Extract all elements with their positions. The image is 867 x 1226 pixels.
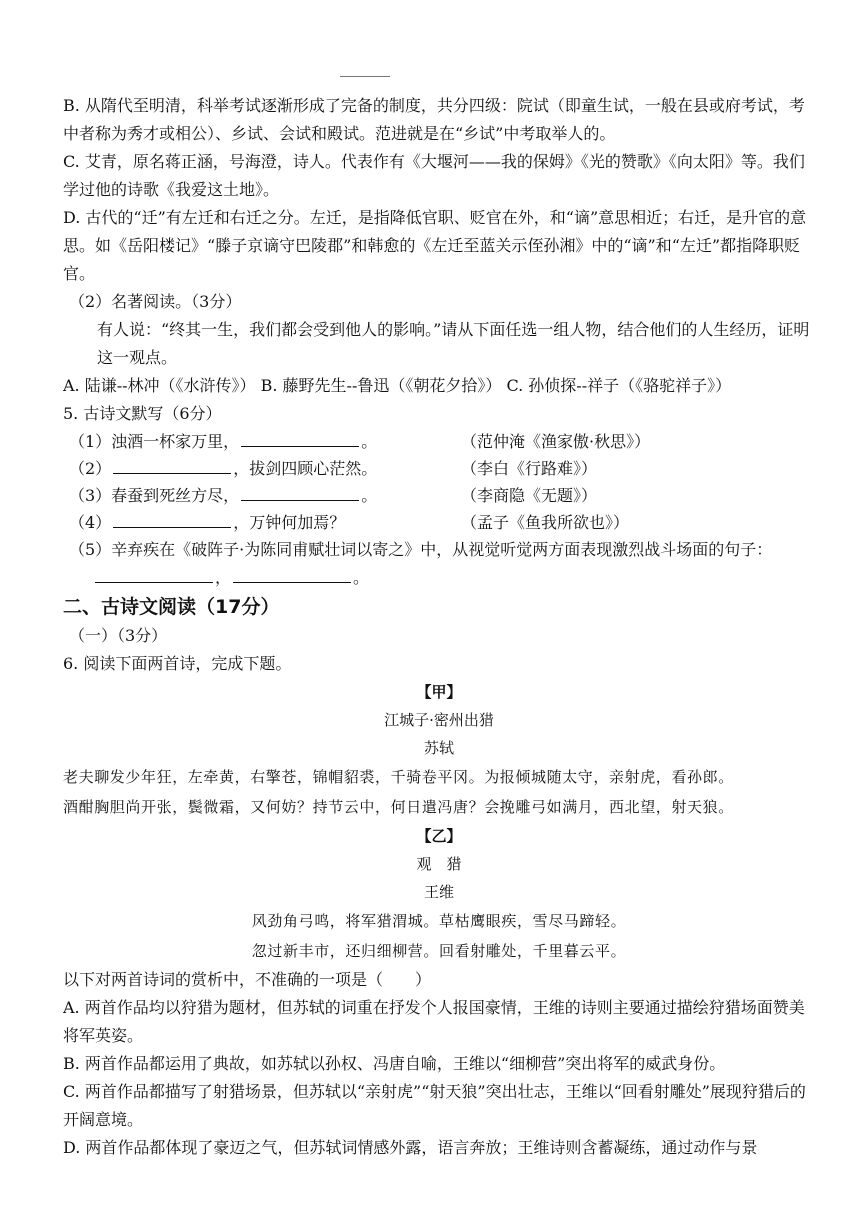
q5-item-post: 。: [361, 486, 378, 505]
poem-a-title: 江城子·密州出猎: [384, 711, 494, 729]
answer-blank[interactable]: [241, 484, 359, 501]
option-d-text: D. 古代的“迁”有左迁和右迁之分。左迁，是指降低官职、贬官在外，和“谪”意思相近；右迁，是升官的意思。如《岳阳楼记》“滕子京谪守巴陵郡”和韩愈的《左迁至蓝关示侄孙湘》中的“谪”和“左迁”都指降职贬官。: [63, 208, 807, 283]
answer-blank[interactable]: [233, 566, 351, 583]
poem-a-line: 酒酣胸胆尚开张，鬓微霜，又何妨？持节云中，何日遣冯唐？会挽雕弓如满月，西北望，射天狼。: [63, 798, 734, 816]
answer-blank[interactable]: [241, 430, 359, 447]
q4-2-prompt: 有人说：“终其一生，我们都会受到他人的影响。”请从下面任选一组人物，结合他们的人生经历，证明这一观点。: [97, 320, 810, 367]
poem-b-title: 观 猎: [416, 855, 462, 873]
scan-mark: [340, 76, 390, 77]
q4-2-title: （2）名著阅读。（3分）: [69, 292, 242, 311]
answer-blank[interactable]: [113, 511, 231, 528]
q5-item-source: （范仲淹《渔家傲·秋思》）: [461, 432, 651, 451]
q5-item-source: （孟子《鱼我所欲也》）: [461, 513, 630, 532]
q5-item-pre: （2）: [69, 459, 112, 478]
poem-b-author: 王维: [423, 883, 454, 901]
poem-b-line: 忽过新丰市，还归细柳营。回看射雕处，千里暮云平。: [251, 942, 627, 960]
q5-item-pre: （3）春蚕到死丝方尽，: [69, 486, 240, 505]
answer-blank[interactable]: [113, 457, 231, 474]
q6-option-d[interactable]: D. 两首作品都体现了豪迈之气，但苏轼词情感外露，语言奔放；王维诗则含蓄凝练，通过动作与景: [63, 1138, 758, 1157]
section-2-title: 二、古诗文阅读（17分）: [63, 596, 280, 618]
q5-item-source: （李商隐《无题》）: [461, 486, 598, 505]
q5-item-5: （5）辛弃疾在《破阵子·为陈同甫赋壮词以寄之》中，从视觉听觉两方面表现激烈战斗场面的句子：: [69, 540, 773, 559]
poem-a-author: 苏轼: [423, 739, 454, 757]
q5-item-5-blanks: [63, 564, 815, 592]
q5-5-separator: ，: [215, 568, 232, 587]
q5-item-2: [63, 455, 815, 482]
poem-b-line: 风劲角弓鸣，将军猎渭城。草枯鹰眼疾，雪尽马蹄轻。: [251, 912, 627, 930]
option-c-text: C. 艾青，原名蒋正涵，号海澄，诗人。代表作有《大堰河——我的保姆》《光的赞歌》《向太阳》等。我们学过他的诗歌《我爱这土地》。: [63, 152, 805, 199]
part-1-label: （一）（3分）: [69, 626, 168, 645]
option-b-text: B. 从隋代至明清，科举考试逐渐形成了完备的制度，共分四级：院试（即童生试，一般在县或府考试，考中者称为秀才或相公）、乡试、会试和殿试。范进就是在“乡试”中考取举人的。: [63, 96, 805, 143]
q6-stem: 以下对两首诗词的赏析中，不准确的一项是（ ）: [63, 970, 432, 989]
q5-item-post: 。: [361, 432, 378, 451]
q5-title: 5. 古诗文默写（6分）: [63, 404, 222, 423]
q6-option-b[interactable]: B. 两首作品都运用了典故，如苏轼以孙权、冯唐自喻，王维以“细柳营”突出将军的威武身份。: [63, 1054, 726, 1073]
q6-option-a[interactable]: A. 两首作品均以狩猎为题材，但苏轼的词重在抒发个人报国豪情，王维的诗则主要通过描绘狩猎场面赞美将军英姿。: [63, 998, 805, 1045]
poem-b-tag: 【乙】: [416, 827, 462, 845]
q5-item-4: [63, 509, 815, 536]
q4-2-options: A. 陆谦--林冲（《水浒传》） B. 藤野先生--鲁迅（《朝花夕拾》） C. 孙侦探--祥子（《骆驼祥子》）: [63, 376, 732, 395]
poem-a-tag: 【甲】: [416, 683, 462, 701]
page-content: [63, 92, 815, 1162]
q5-item-1: [63, 428, 815, 455]
q5-item-3: [63, 482, 815, 509]
q5-item-post: ，万钟何加焉？: [233, 513, 346, 532]
q5-5-end: 。: [353, 568, 370, 587]
poem-a-line: 老夫聊发少年狂，左牵黄，右擎苍，锦帽貂裘，千骑卷平冈。为报倾城随太守，亲射虎，看孙郎。: [63, 768, 734, 786]
q5-item-pre: （4）: [69, 513, 112, 532]
q5-item-source: （李白《行路难》）: [461, 459, 598, 478]
q6-option-c[interactable]: C. 两首作品都描写了射猎场景，但苏轼以“亲射虎”“射天狼”突出壮志，王维以“回看射雕处”展现狩猎后的开阔意境。: [63, 1082, 806, 1129]
q5-item-post: ，拔剑四顾心茫然。: [233, 459, 378, 478]
q6-instruction: 6. 阅读下面两首诗，完成下题。: [63, 654, 292, 673]
q5-item-pre: （1）浊酒一杯家万里，: [69, 432, 240, 451]
answer-blank[interactable]: [95, 566, 213, 583]
